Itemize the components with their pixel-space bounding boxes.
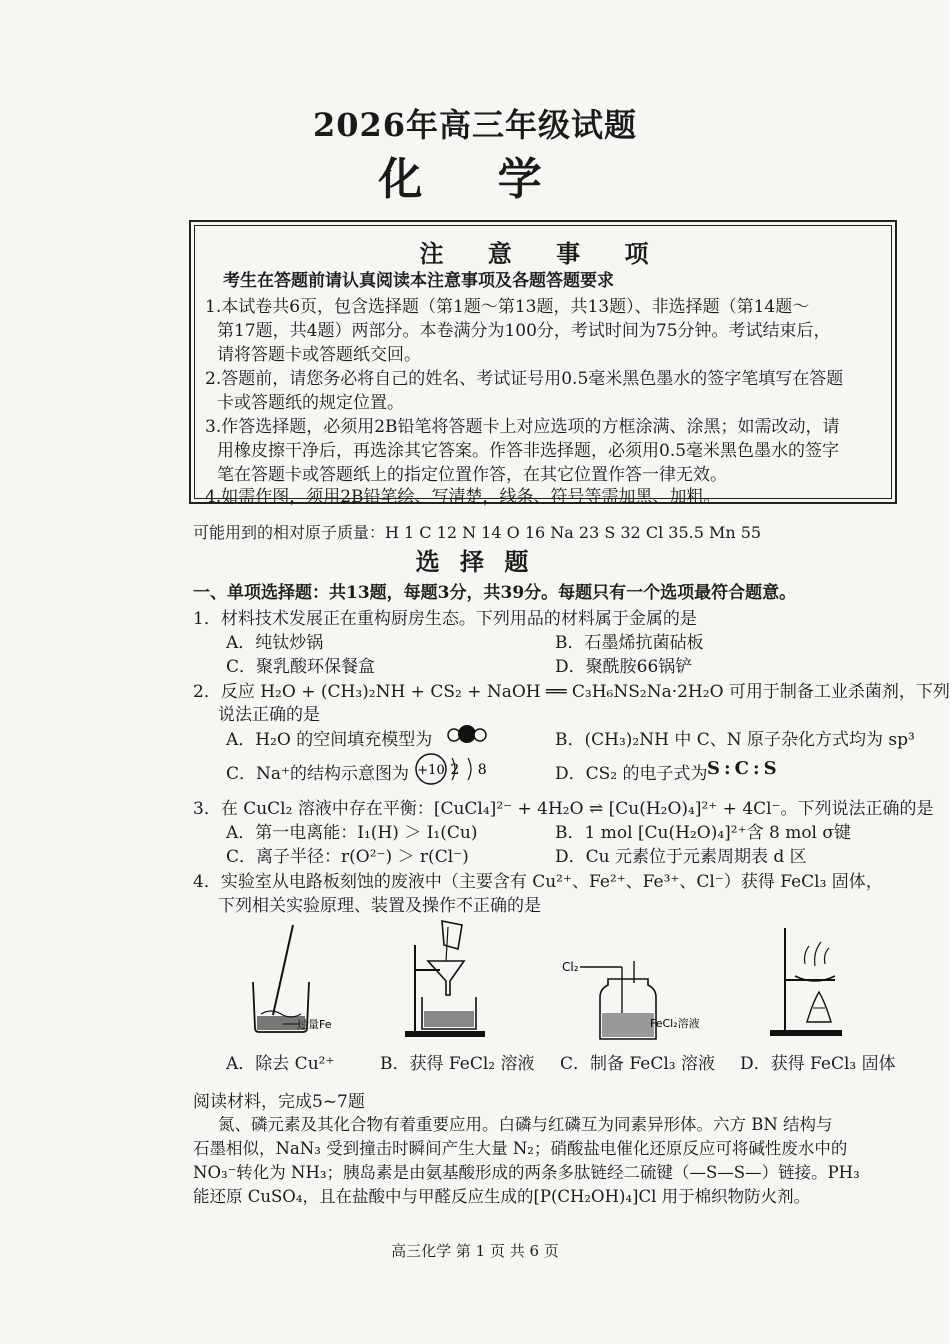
q4-option-d: D．获得 FeCl₃ 固体	[740, 1054, 896, 1074]
notice-line: 请将答题卡或答题纸交回。	[217, 345, 421, 365]
exam-title: 2026年高三年级试题	[312, 106, 638, 144]
notice-line: 卡或答题纸的规定位置。	[217, 393, 404, 413]
q3-option-a: A．第一电离能：I₁(H) ＞ I₁(Cu)	[226, 823, 478, 843]
q1-stem: 1．材料技术发展正在重构厨房生态。下列用品的材料属于金属的是	[193, 609, 697, 629]
q2-option-b: B．(CH₃)₂NH 中 C、N 原子杂化方式均为 sp³	[555, 730, 915, 750]
q2-stem-cont: 说法正确的是	[218, 705, 320, 725]
label-excess-fe: 过量Fe	[297, 1018, 332, 1031]
notice-line: 第17题，共4题）两部分。本卷满分为100分，考试时间为75分钟。考试结束后，	[217, 321, 831, 341]
q4-stem-cont: 下列相关实验原理、装置及操作不正确的是	[218, 896, 541, 916]
q3-option-b: B．1 mol [Cu(H₂O)₄]²⁺含 8 mol σ键	[555, 823, 851, 843]
nucleus-charge: +10	[417, 763, 445, 778]
electron-shells: 2 8	[450, 762, 494, 778]
subject-title: 化 学	[378, 154, 572, 205]
q4-option-c: C．制备 FeCl₃ 溶液	[560, 1054, 716, 1074]
notice-line: 用橡皮擦干净后，再选涂其它答案。作答非选择题，必须用0.5毫米黑色墨水的签字	[217, 441, 840, 461]
q3-option-d: D．Cu 元素位于元素周期表 d 区	[555, 847, 807, 867]
notice-line: 3.作答选择题，必须用2B铅笔将答题卡上对应选项的方框涂满、涂黑；如需改动，请	[205, 417, 840, 437]
q2-option-d: D．CS₂ 的电子式为	[555, 764, 708, 784]
page-footer: 高三化学 第 1 页 共 6 页	[391, 1242, 559, 1260]
notice-line: 2.答题前，请您务必将自己的姓名、考试证号用0.5毫米黑色墨水的签字笔填写在答题	[205, 369, 844, 389]
notice-line: 1.本试卷共6页，包含选择题（第1题～第13题，共13题）、非选择题（第14题～	[205, 297, 810, 317]
notice-lead: 考生在答题前请认真阅读本注意事项及各题答题要求	[223, 271, 614, 291]
q1-option-d: D．聚酰胺66锅铲	[555, 657, 693, 677]
q1-option-b: B．石墨烯抗菌砧板	[555, 633, 704, 653]
q4-stem: 4．实验室从电路板刻蚀的废液中（主要含有 Cu²⁺、Fe²⁺、Fe³⁺、Cl⁻）获得 FeCl₃ 固体，	[193, 872, 883, 892]
cs2-electron-formula: S:C:S	[707, 758, 781, 779]
notice-box	[189, 220, 897, 507]
q4-option-a: A．除去 Cu²⁺	[226, 1054, 335, 1074]
section-intro: 一、单项选择题：共13题，每题3分，共39分。每题只有一个选项最符合题意。	[193, 583, 797, 603]
atomic-masses: 可能用到的相对原子质量：H 1 C 12 N 14 O 16 Na 23 S 32 Cl 35.5 Mn 55	[193, 523, 762, 542]
q2-option-c: C．Na⁺的结构示意图为	[226, 764, 409, 784]
reading-line: 氮、磷元素及其化合物有着重要应用。白磷与红磷互为同素异形体。六方 BN 结构与	[218, 1115, 833, 1134]
q1-option-a: A．纯钛炒锅	[226, 633, 324, 653]
q4-option-b: B．获得 FeCl₂ 溶液	[380, 1054, 535, 1074]
q2-option-a: A．H₂O 的空间填充模型为	[226, 730, 433, 750]
apparatus-c-gas-bottle-icon	[560, 955, 700, 1045]
q1-option-c: C．聚乳酸环保餐盒	[226, 657, 376, 677]
apparatus-b-filtration-icon	[400, 915, 510, 1040]
reading-line: 能还原 CuSO₄，且在盐酸中与甲醛反应生成的[P(CH₂OH)₄]Cl 用于棉织物防火剂。	[193, 1187, 811, 1206]
q3-stem: 3．在 CuCl₂ 溶液中存在平衡：[CuCl₄]²⁻ + 4H₂O ⇌ [Cu(H₂O)₄]²⁺ + 4Cl⁻。下列说法正确的是	[193, 799, 934, 819]
notice-line: 笔在答题卡或答题纸上的指定位置作答，在其它位置作答一律无效。	[217, 465, 727, 485]
sodium-ion-diagram-icon	[414, 752, 494, 786]
reading-line: NO₃⁻转化为 NH₃；胰岛素是由氨基酸形成的两条多肽链经二硫键（—S—S—）链接。PH₃	[193, 1163, 860, 1182]
water-model-icon	[445, 722, 489, 746]
q2-stem: 2．反应 H₂O + (CH₃)₂NH + CS₂ + NaOH ══ C₃H₆NS₂Na·2H₂O 可用于制备工业杀菌剂，下列	[193, 682, 950, 702]
label-fecl2-solution: FeCl₂溶液	[650, 1017, 700, 1030]
q3-option-c: C．离子半径：r(O²⁻) ＞ r(Cl⁻)	[226, 847, 469, 867]
apparatus-d-evaporation-icon	[765, 920, 855, 1040]
notice-title: 注 意 事 项	[419, 239, 667, 268]
notice-line: 4.如需作图，须用2B铅笔绘、写清楚，线条、符号等需加黑、加粗。	[205, 487, 721, 507]
apparatus-a-beaker-icon	[243, 920, 343, 1040]
label-cl2: Cl₂	[562, 960, 579, 974]
reading-line: 石墨相似，NaN₃ 受到撞击时瞬间产生大量 N₂；硝酸盐电催化还原反应可将碱性废水中的	[193, 1139, 848, 1158]
section-title: 选 择 题	[415, 547, 535, 576]
reading-intro: 阅读材料，完成5~7题	[193, 1092, 365, 1112]
